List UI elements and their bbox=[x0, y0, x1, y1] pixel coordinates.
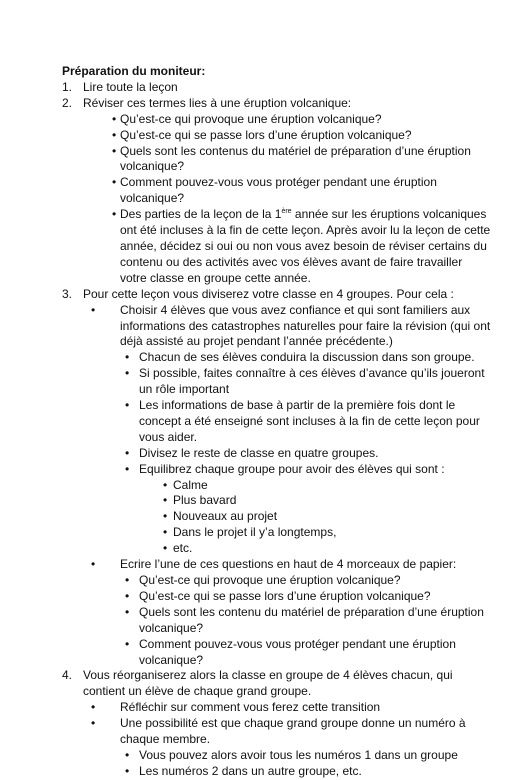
item-text: Qu’est-ce qui se passe lors d’une éruption volcanique? bbox=[139, 588, 431, 603]
item-text: Les informations de base à partir de la première fois dont le concept a été enseigné sont incluses à la fin de cette leçon pour vous aider. bbox=[139, 398, 480, 444]
bullet-item bbox=[62, 144, 492, 176]
bullet-marker: • bbox=[125, 604, 130, 619]
sub-bullet-item bbox=[62, 462, 492, 478]
sub-bullet-item bbox=[62, 446, 492, 462]
document-title: Préparation du moniteur: bbox=[62, 64, 206, 78]
bullet-marker: • bbox=[125, 588, 130, 603]
bullet-marker: • bbox=[112, 207, 117, 222]
bullet-marker: • bbox=[125, 366, 130, 381]
item-text: Calme bbox=[173, 477, 208, 492]
item-text: Une possibilité est que chaque grand groupe donne un numéro à chaque membre. bbox=[120, 716, 466, 747]
sub-bullet-item bbox=[62, 366, 492, 398]
item-text: Les numéros 2 dans un autre groupe, etc. bbox=[139, 763, 362, 778]
bullet-item bbox=[62, 303, 492, 351]
sub-sub-bullet-item bbox=[62, 525, 492, 541]
bullet-marker: • bbox=[112, 111, 117, 126]
item-text-part: année sur les éruptions volcaniques ont été incluses à la fin de cette leçon. Après avoir lu la leçon de cette année, décidez si oui ou non vous avez besoin de réviser certains du contenu ou des activités avec vos élèves avant de faire travailler votre classe en groupe cette année. bbox=[120, 207, 491, 285]
bullet-marker: • bbox=[91, 302, 96, 317]
bullet-item bbox=[62, 112, 492, 128]
sub-sub-bullet-item bbox=[62, 509, 492, 525]
item-text-part: Des parties de la leçon de la 1 bbox=[120, 207, 282, 222]
item-text: Equilibrez chaque groupe pour avoir des élèves qui sont : bbox=[139, 461, 445, 476]
sub-bullet-item bbox=[62, 573, 492, 589]
bullet-marker: • bbox=[163, 525, 168, 540]
sub-bullet-item bbox=[62, 350, 492, 366]
item-text: Pour cette leçon vous diviserez votre classe en 4 groupes. Pour cela : bbox=[83, 286, 454, 301]
item-text: Qu’est-ce qui provoque une éruption volcanique? bbox=[139, 573, 401, 587]
item-text: Lire toute la leçon bbox=[83, 79, 178, 94]
bullet-marker: • bbox=[91, 700, 96, 715]
item-text: Comment pouvez-vous vous protéger pendant une éruption volcanique? bbox=[120, 175, 437, 206]
bullet-item bbox=[62, 207, 492, 287]
bullet-marker: • bbox=[112, 175, 117, 190]
bullet-item bbox=[62, 700, 492, 716]
numbered-item-3 bbox=[62, 287, 492, 303]
item-text: Réfléchir sur comment vous ferez cette transition bbox=[120, 700, 381, 715]
bullet-item bbox=[62, 557, 492, 573]
numbered-item-1 bbox=[62, 80, 492, 96]
sub-sub-bullet-item bbox=[62, 478, 492, 494]
sub-bullet-item bbox=[62, 589, 492, 605]
bullet-marker: • bbox=[91, 557, 96, 572]
sub-bullet-item bbox=[62, 398, 492, 446]
bullet-marker: • bbox=[163, 541, 168, 556]
item-number: 3. bbox=[62, 286, 73, 301]
bullet-item bbox=[62, 128, 492, 144]
bullet-marker: • bbox=[125, 636, 130, 651]
item-text: Quels sont les contenu du matériel de préparation d’une éruption volcanique? bbox=[139, 604, 484, 635]
item-text: Choisir 4 élèves que vous avez confiance et qui sont familiers aux informations des catastrophes naturelles pour faire la révision (qui ont déjà assisté au projet pendant l’année précédente.) bbox=[120, 302, 491, 349]
item-text: Réviser ces termes lies à une éruption volcanique: bbox=[83, 95, 352, 110]
bullet-marker: • bbox=[163, 493, 168, 508]
numbered-item-2 bbox=[62, 96, 492, 112]
item-text: Plus bavard bbox=[173, 493, 237, 508]
item-text: Ecrire l’une de ces questions en haut de 4 morceaux de papier: bbox=[120, 557, 457, 572]
bullet-marker: • bbox=[91, 716, 96, 731]
sub-sub-bullet-item bbox=[62, 493, 492, 509]
bullet-marker: • bbox=[125, 461, 130, 476]
item-text: Vous pouvez alors avoir tous les numéros 1 dans un groupe bbox=[139, 747, 458, 762]
bullet-marker: • bbox=[125, 350, 130, 365]
item-number: 1. bbox=[62, 79, 73, 94]
item-text: Comment pouvez-vous vous protéger pendant une éruption volcanique? bbox=[139, 636, 456, 667]
item-text: Dans le projet il y’a longtemps, bbox=[173, 525, 337, 540]
ordinal-superscript: ère bbox=[281, 208, 292, 216]
sub-bullet-item bbox=[62, 748, 492, 764]
bullet-item bbox=[62, 716, 492, 748]
sub-bullet-item bbox=[62, 764, 492, 780]
bullet-marker: • bbox=[163, 509, 168, 524]
item-text: Qu’est-ce qui se passe lors d’une éruption volcanique? bbox=[120, 127, 412, 142]
item-text: Si possible, faites connaître à ces élèves d’avance qu’ils joueront un rôle important bbox=[139, 366, 485, 397]
bullet-marker: • bbox=[125, 763, 130, 778]
item-text: etc. bbox=[173, 541, 193, 556]
item-number: 4. bbox=[62, 668, 73, 683]
item-text: Divisez le reste de classe en quatre groupes. bbox=[139, 445, 379, 460]
bullet-marker: • bbox=[163, 477, 168, 492]
bullet-marker: • bbox=[112, 127, 117, 142]
bullet-marker: • bbox=[112, 143, 117, 158]
item-text: Qu’est-ce qui provoque une éruption volcanique? bbox=[120, 111, 382, 126]
numbered-item-4 bbox=[62, 668, 492, 700]
bullet-item bbox=[62, 175, 492, 207]
item-text: Vous réorganiserez alors la classe en groupe de 4 élèves chacun, qui contient un élève de chaque grand groupe. bbox=[83, 668, 453, 699]
item-text: Chacun de ses élèves conduira la discussion dans son groupe. bbox=[139, 350, 475, 365]
sub-bullet-item bbox=[62, 637, 492, 669]
bullet-marker: • bbox=[125, 398, 130, 413]
item-text: Nouveaux au projet bbox=[173, 509, 278, 524]
sub-sub-bullet-item bbox=[62, 541, 492, 557]
bullet-marker: • bbox=[125, 747, 130, 762]
item-text: Quels sont les contenus du matériel de préparation d’une éruption volcanique? bbox=[120, 143, 471, 174]
bullet-marker: • bbox=[125, 445, 130, 460]
item-number: 2. bbox=[62, 95, 73, 110]
bullet-marker: • bbox=[125, 573, 130, 587]
sub-bullet-item bbox=[62, 605, 492, 637]
